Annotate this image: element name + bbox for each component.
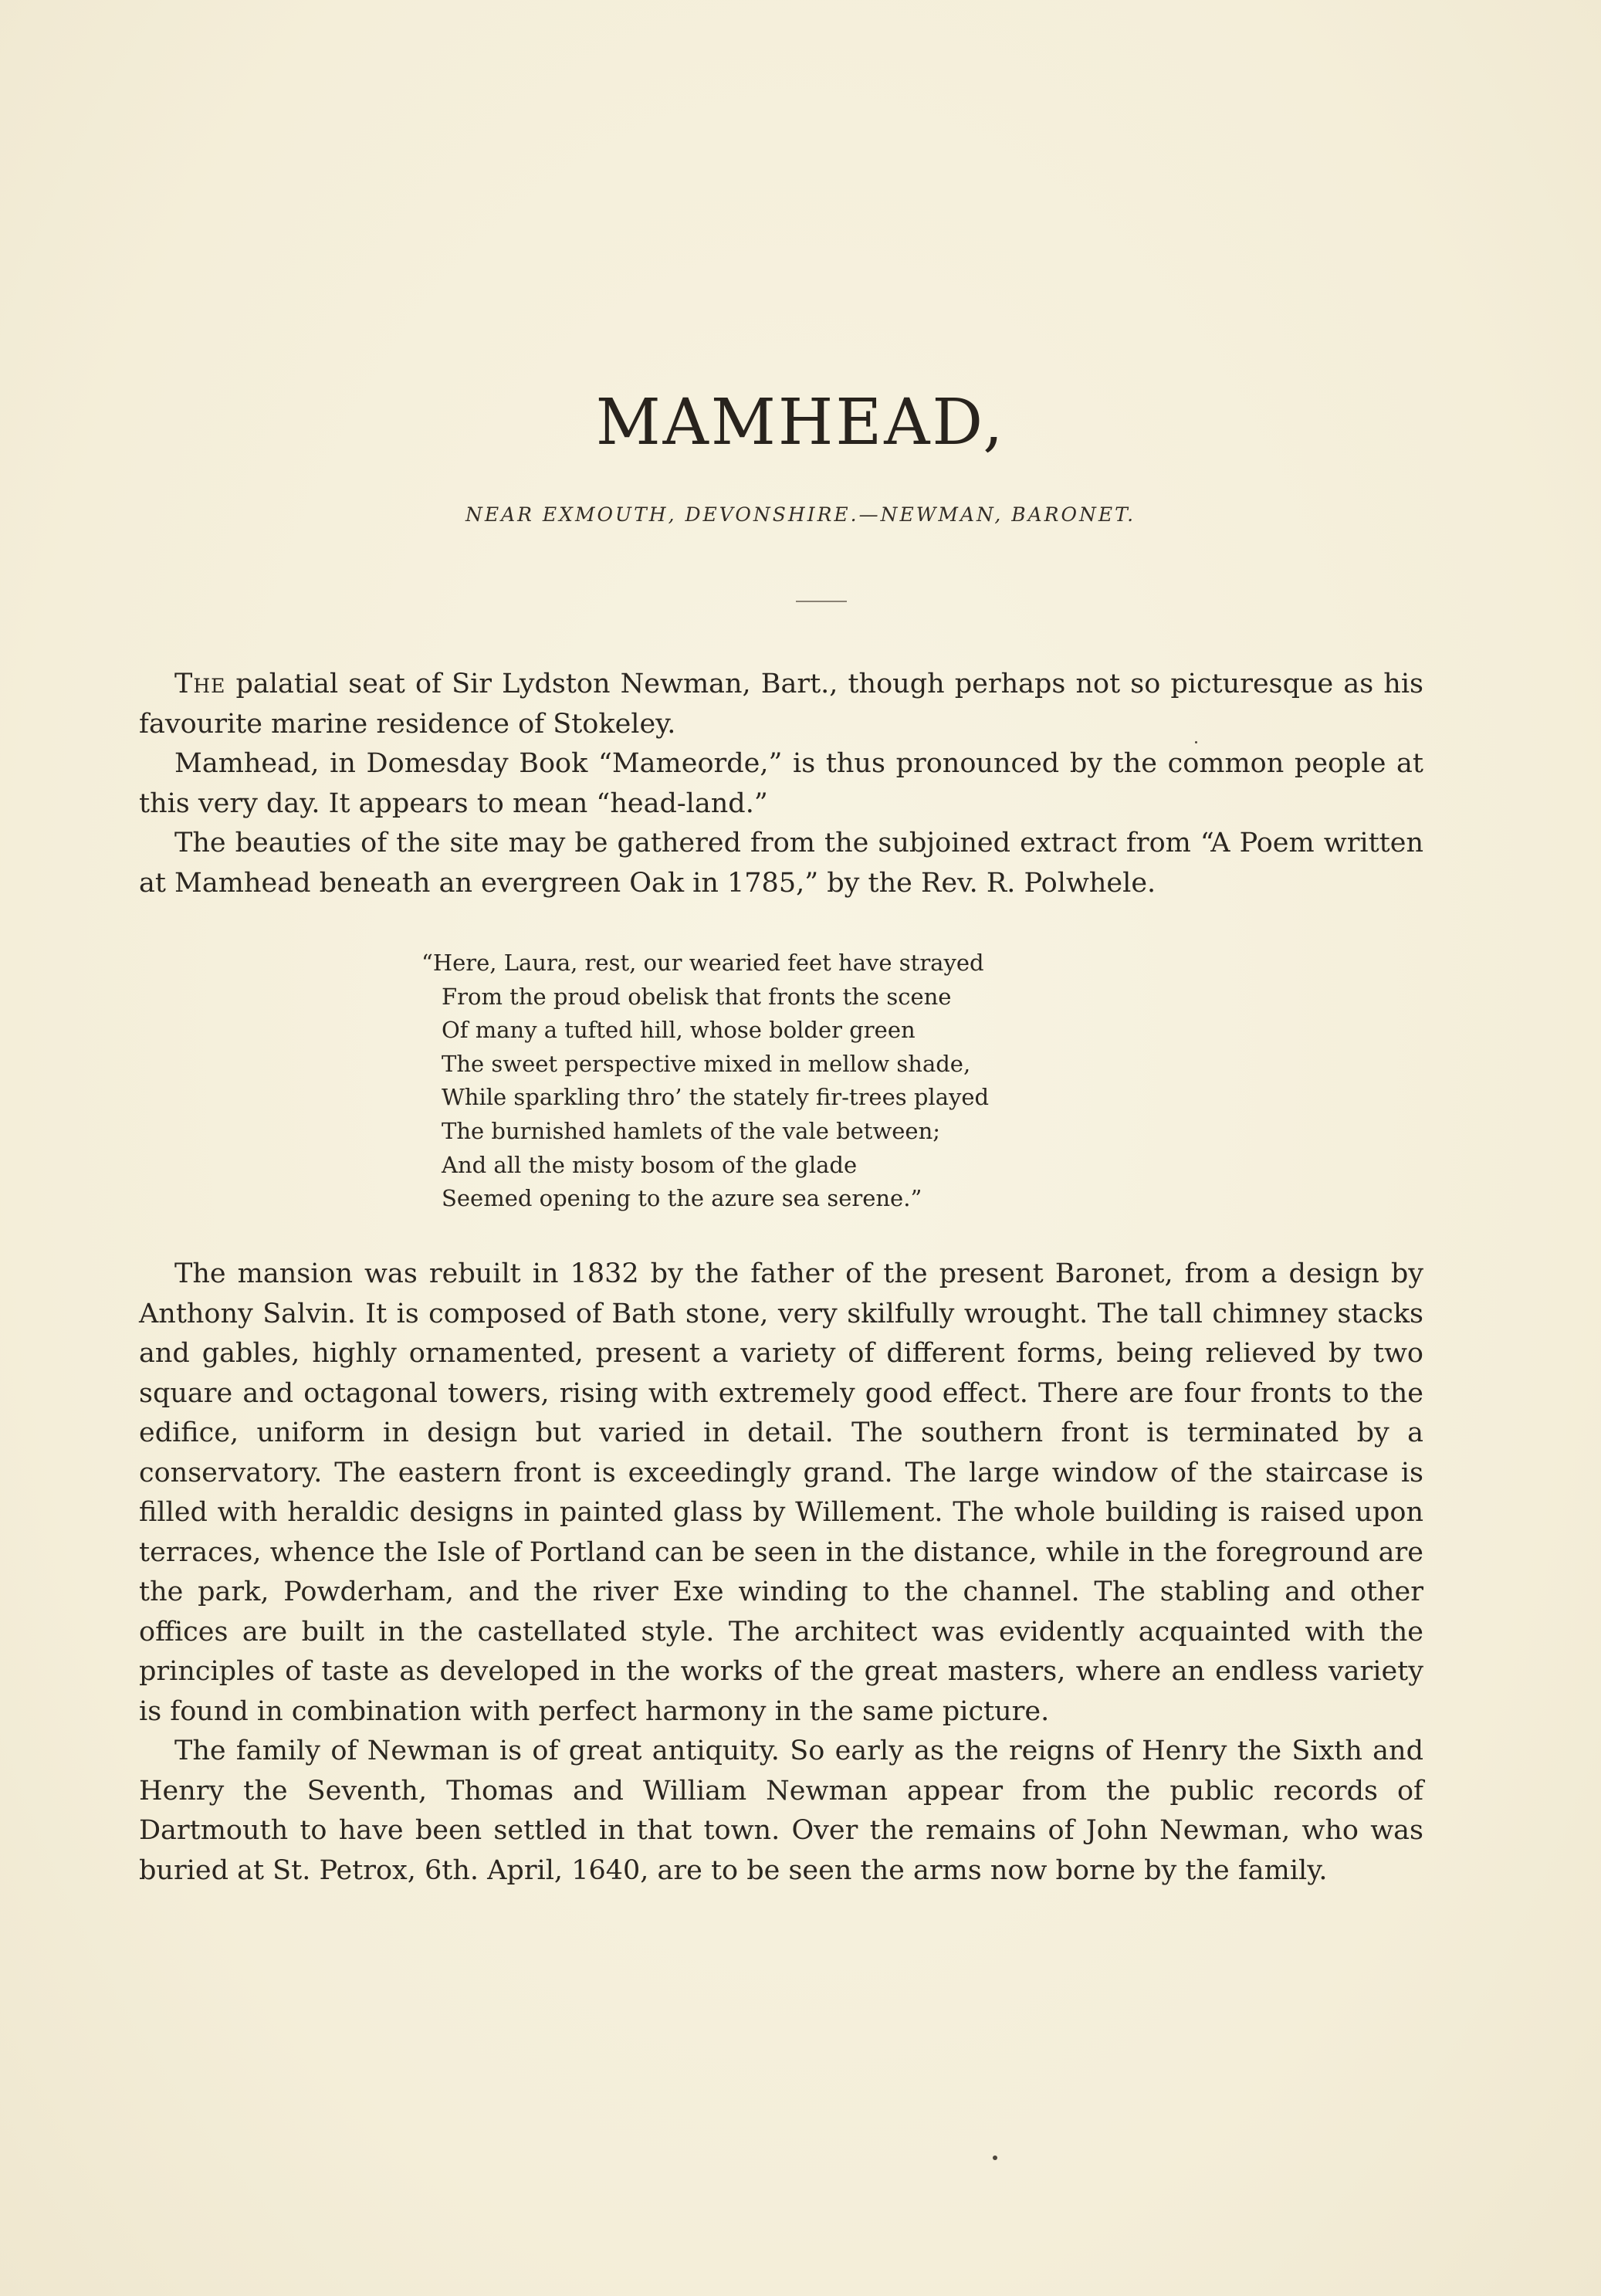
title-divider [796,601,847,602]
poem-line: The burnished hamlets of the vale between; [442,1117,941,1144]
poem-line: Seemed opening to the azure sea serene.” [442,1185,922,1212]
paragraph-1 [139,665,1423,744]
paper-speck [993,2155,997,2160]
page-title: MAMHEAD, [595,386,1006,459]
paragraph-5: The family of Newman is of great antiquity. So early as the reigns of Henry the Sixth and Henry the Seventh, Thomas and William Newman appear from the public records of Dartmouth to have been settled in that town. Over the remains of John Newman, who was buried at St. Petrox, 6th. April, 1640, are to be seen the arms now borne by the family. [139,1736,1423,1886]
poem-line: Of many a tufted hill, whose bolder green [442,1017,916,1044]
poem-line: The sweet perspective mixed in mellow shade, [442,1050,971,1077]
page-subtitle: NEAR EXMOUTH, DEVONSHIRE.—NEWMAN, BARONET. [465,503,1136,526]
paragraph-4: The mansion was rebuilt in 1832 by the father of the present Baronet, from a design by Anthony Salvin. It is composed of Bath stone, very skilfully wrought. The tall chimney stacks and gables, highly ornamented, present a variety of different forms, being relieved by two square and octagonal towers, rising with extremely good effect. There are four fronts to the edifice, uniform in design but varied in detail. The southern front is terminated by a conservatory. The eastern front is exceedingly grand. The large window of the staircase is filled with heraldic designs in painted glass by Willement. The whole building is raised upon terraces, whence the Isle of Portland can be seen in the distance, while in the foreground are the park, Powderham, and the river Exe winding to the channel. The stabling and other offices are built in the castellated style. The architect was evidently acquainted with the principles of taste as developed in the works of the great masters, where an endless variety is found in combination with perfect harmony in the same picture. [139,1258,1423,1727]
paragraph-2: Mamhead, in Domesday Book “Mameorde,” is thus pronounced by the common people at this very day. It appears to mean “head-land.” [139,748,1423,819]
poem-line: And all the misty bosom of the glade [442,1151,858,1178]
main-section [139,1255,1423,1891]
poem-line: From the proud obelisk that fronts the scene [442,983,952,1010]
paragraph-1-lead: The [174,669,226,699]
poem-line: “Here, Laura, rest, our wearied feet have strayed [421,950,984,976]
poem-extract [421,947,1116,1216]
paragraph-1-text: palatial seat of Sir Lydston Newman, Bart., though perhaps not so picturesque as his favourite marine residence of Stokeley. [139,669,1423,740]
intro-section [139,665,1423,903]
paragraph-3: The beauties of the site may be gathered from the subjoined extract from “A Poem written at Mamhead beneath an evergreen Oak in 1785,” by the Rev. R. Polwhele. [139,828,1423,899]
paper-speck [1195,741,1197,743]
poem-line: While sparkling thro’ the stately fir-trees played [442,1084,990,1111]
